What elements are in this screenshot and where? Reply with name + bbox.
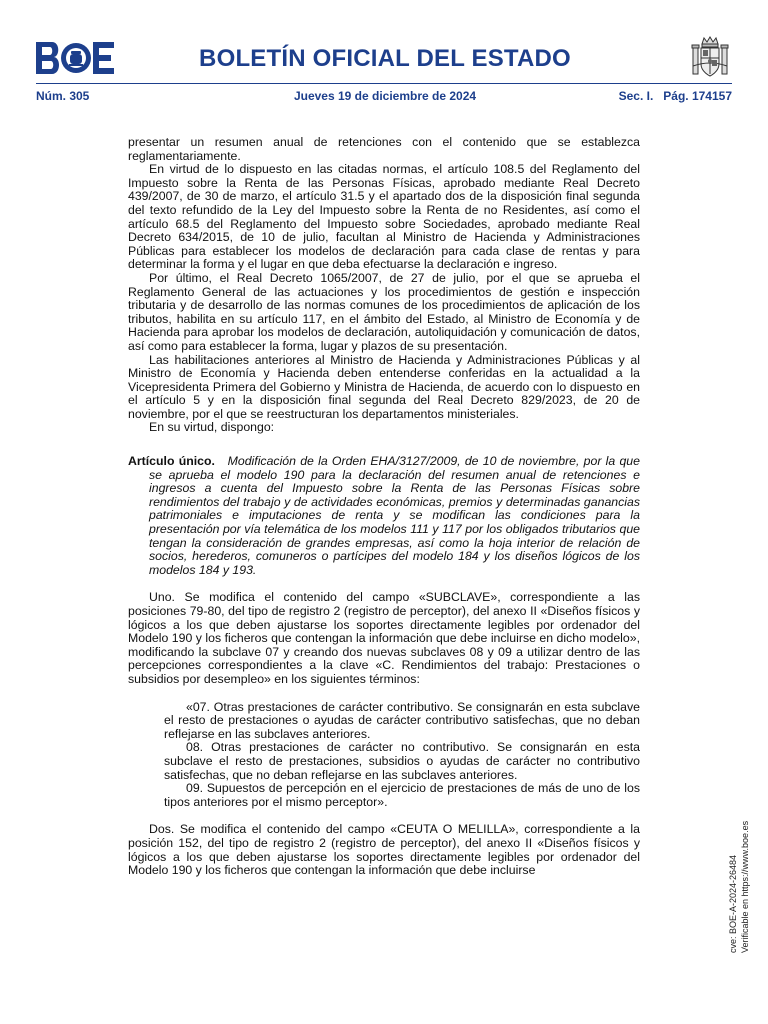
coat-of-arms-icon	[690, 36, 730, 80]
subclause-08: 08. Otras prestaciones de carácter no contributivo. Se consignarán en esta subclave el resto de prestaciones, subsidios o ayudas de carácter no contributivo satisfechas, que no deban reflejarse en las subclaves anteriores.	[164, 740, 640, 782]
paragraph-5: En su virtud, dispongo:	[149, 420, 275, 435]
paragraph-1: presentar un resumen anual de retenciones con el contenido que se establezca reglamentariamente.	[128, 135, 640, 163]
quoted-subclauses	[128, 701, 640, 810]
verification-sidebar	[727, 733, 753, 953]
article-label: Artículo único.	[128, 454, 215, 469]
document-body	[128, 136, 640, 878]
page-number: Pág. 174157	[663, 89, 732, 103]
gazette-title: BOLETÍN OFICIAL DEL ESTADO	[199, 45, 571, 72]
clause-dos: Dos. Se modifica el contenido del campo «CEUTA O MELILLA», correspondiente a la posición 152, del tipo de registro 2 (registro de perceptor), del anexo II «Diseños físicos y lógicos a los que deben ajustarse los soportes directamente legibles por ordenador del Modelo 190 y los ficheros que contengan la información que debe incluirse	[128, 822, 640, 878]
section-page	[619, 88, 732, 104]
verification-link[interactable]: Verificable en https://www.boe.es	[740, 820, 750, 953]
subclause-09: 09. Supuestos de percepción en el ejercicio de prestaciones de más de uno de los tipos anteriores por el mismo perceptor».	[164, 781, 640, 809]
article-title: Modificación de la Orden EHA/3127/2009, de 10 de noviembre, por la que se aprueba el modelo 190 para la declaración del resumen anual de retenciones e ingresos a cuenta del Impuesto sobre la Renta de las Personas Físicas sobre rendimientos del trabajo y de actividades económicas, premios y determinadas ganancias patrimoniales e imputaciones de renta y se modifican las condiciones para la presentación por vía telemática de los modelos 111 y 117 por los obligados tributarios que tengan la consideración de grandes empresas, así como la hoja interior de relación de socios, herederos, comuneros o partícipes del modelo 184 y los diseños lógicos de los modelos 184 y 193.	[149, 454, 640, 577]
clause-uno: Uno. Se modifica el contenido del campo «SUBCLAVE», correspondiente a las posiciones 79-80, del tipo de registro 2 (registro de perceptor), del anexo II «Diseños físicos y lógicos a los que deben ajustarse los soportes directamente legibles por ordenador del Modelo 190 y los ficheros que contengan la información que debe incluirse en dicho modelo», modificando la subclave 07 y creando dos nuevas subclaves 08 y 09 a utilizar dentro de las percepciones correspondientes a la clave «C. Rendimientos del trabajo: Prestaciones o subsidios por desempleo» en los siguientes términos:	[128, 590, 640, 686]
paragraph-2: En virtud de lo dispuesto en las citadas normas, el artículo 108.5 del Reglamento del Impuesto sobre la Renta de las Personas Físicas, aprobado mediante Real Decreto 439/2007, de 30 de marzo, el artículo 31.5 y el apartado dos de la disposición final segunda del texto refundido de la Ley del Impuesto sobre la Renta de no Residentes, así como el artículo 68.5 del Reglamento del Impuesto sobre Sociedades, aprobado mediante Real Decreto 634/2015, de 10 de julio, facultan al Ministro de Hacienda y Administraciones Públicas para establecer los modelos de declaración para cada clase de rentas y para determinar la forma y el lugar en que deba efectuarse la declaración e ingreso.	[128, 162, 640, 272]
paragraph-3: Por último, el Real Decreto 1065/2007, de 27 de julio, por el que se aprueba el Reglamento General de las actuaciones y los procedimientos de gestión e inspección tributaria y de desarrollo de las normas comunes de los procedimientos de aplicación de los tributos, habilita en su artículo 117, en el ámbito del Estado, al Ministro de Economía y de Hacienda para aprobar los modelos de declaración, autoliquidación y comunicación de datos, así como para establecer la forma, lugar y plazos de su presentación.	[128, 270, 640, 353]
article-heading	[128, 455, 640, 577]
header-divider	[36, 83, 732, 84]
section-label: Sec. I.	[618, 89, 654, 103]
issue-date: Jueves 19 de diciembre de 2024	[293, 89, 477, 103]
subclause-07: «07. Otras prestaciones de carácter contributivo. Se consignarán en esta subclave el resto de prestaciones o ayudas de carácter contributivo satisfechas, que no deban reflejarse en las subclaves anteriores.	[164, 699, 640, 741]
boe-logo	[36, 42, 116, 74]
cve-code: cve: BOE-A-2024-26484	[728, 854, 738, 953]
issue-number: Núm. 305	[36, 89, 90, 103]
paragraph-4: Las habilitaciones anteriores al Ministro de Hacienda y Administraciones Públicas y al Ministro de Economía y Hacienda deben entenderse conferidas en la actualidad a la Vicepresidenta Primera del Gobierno y Ministra de Hacienda, de acuerdo con lo dispuesto en el artículo 5 y en la disposición final segunda del Real Decreto 829/2023, de 20 de noviembre, por el que se reestructuran los departamentos ministeriales.	[128, 352, 640, 421]
